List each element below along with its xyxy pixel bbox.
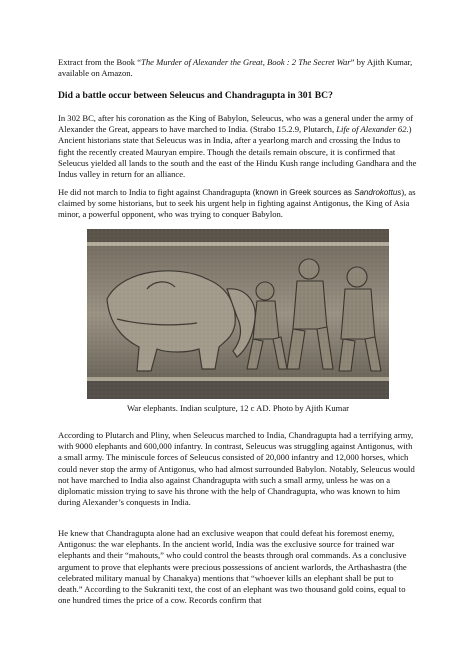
paragraph-2: [58, 187, 418, 221]
paragraph-1-citation: Life of Alexander 62.: [336, 124, 409, 135]
paragraph-3: According to Plutarch and Pliny, when Seleucus marched to India, Chandragupta had a terrifying army, with 9000 elephants and 600,000 infantry. In contrast, Seleucus was struggling against Antigonus, with a small army. The miniscule forces of Seleucus consisted of 20,000 infantry and 12,000 horses, which could never stop the army of Antigonus, who had almost surrounded Babylon. Notably, Seleucus would not have marched to India also against Chandragupta with such a small army, unless he was on a diplomatic mission trying to save his throne with the help of Chandragupta, who was known to him during Alexander’s conquests in India.: [58, 430, 415, 508]
paragraph-2-text-d: ), as claimed by some historians, but to seek his urgent help in fighting against Antigonus, the King of Asia minor, a powerful opponent, who was trying to conquer Babylon.: [58, 187, 416, 220]
paragraph-1-text-a: In 302 BC, after his coronation as the King of Babylon, Seleucus, who was a general under the army of Alexander the Great, appears to have marched to India. (Strabo 15.2.9, Plutarch,: [58, 113, 414, 135]
paragraph-2-greek-name: Sandrokottus: [354, 188, 402, 197]
intro-suffix: ” by Ajith Kumar, available on Amazon.: [58, 57, 413, 79]
paragraph-1-text-c: ) Ancient historians state that Seleucus was in India, after a yearlong march and crossing the Indus to fight the recently created Mauryan empire. Though the details remain obscure, it is confirmed that Seleucus yielded all lands to the south and the east of the Hindu Kush range including Gandhara and the Indus valley in return for an alliance.: [58, 124, 417, 180]
figure-caption: War elephants. Indian sculpture, 12 c AD. Photo by Ajith Kumar: [127, 403, 349, 413]
paragraph-2-text-a: He did not march to India to fight against Chandragupta: [58, 187, 253, 197]
sculpture-photo: [87, 229, 389, 399]
article-heading: Did a battle occur between Seleucus and Chandragupta in 301 BC?: [58, 90, 333, 101]
book-title: The Murder of Alexander the Great, Book : 2 The Secret War: [141, 57, 351, 67]
paragraph-2-text-b: (known in Greek sources as: [252, 188, 355, 197]
intro-prefix: Extract from the Book “: [58, 57, 142, 67]
paragraph-1: [58, 113, 418, 180]
intro-paragraph: [58, 57, 418, 79]
paragraph-4: He knew that Chandragupta alone had an exclusive weapon that could defeat his foremost enemy, Antigonus: the war elephants. In the ancient world, India was the exclusive source for trained war elephants and their “mahouts,” who could control the beasts through oral commands. As a conclusive argument to prove that elephants were precious possessions of ancient warlords, the Arthashastra (the celebrated military manual by Chanakya) mentions that “whoever kills an elephant shall be put to death.” According to the Sukraniti text, the cost of an elephant was two thousand gold coins, equal to one hundred times the price of a cow. Records confirm that: [58, 528, 407, 606]
